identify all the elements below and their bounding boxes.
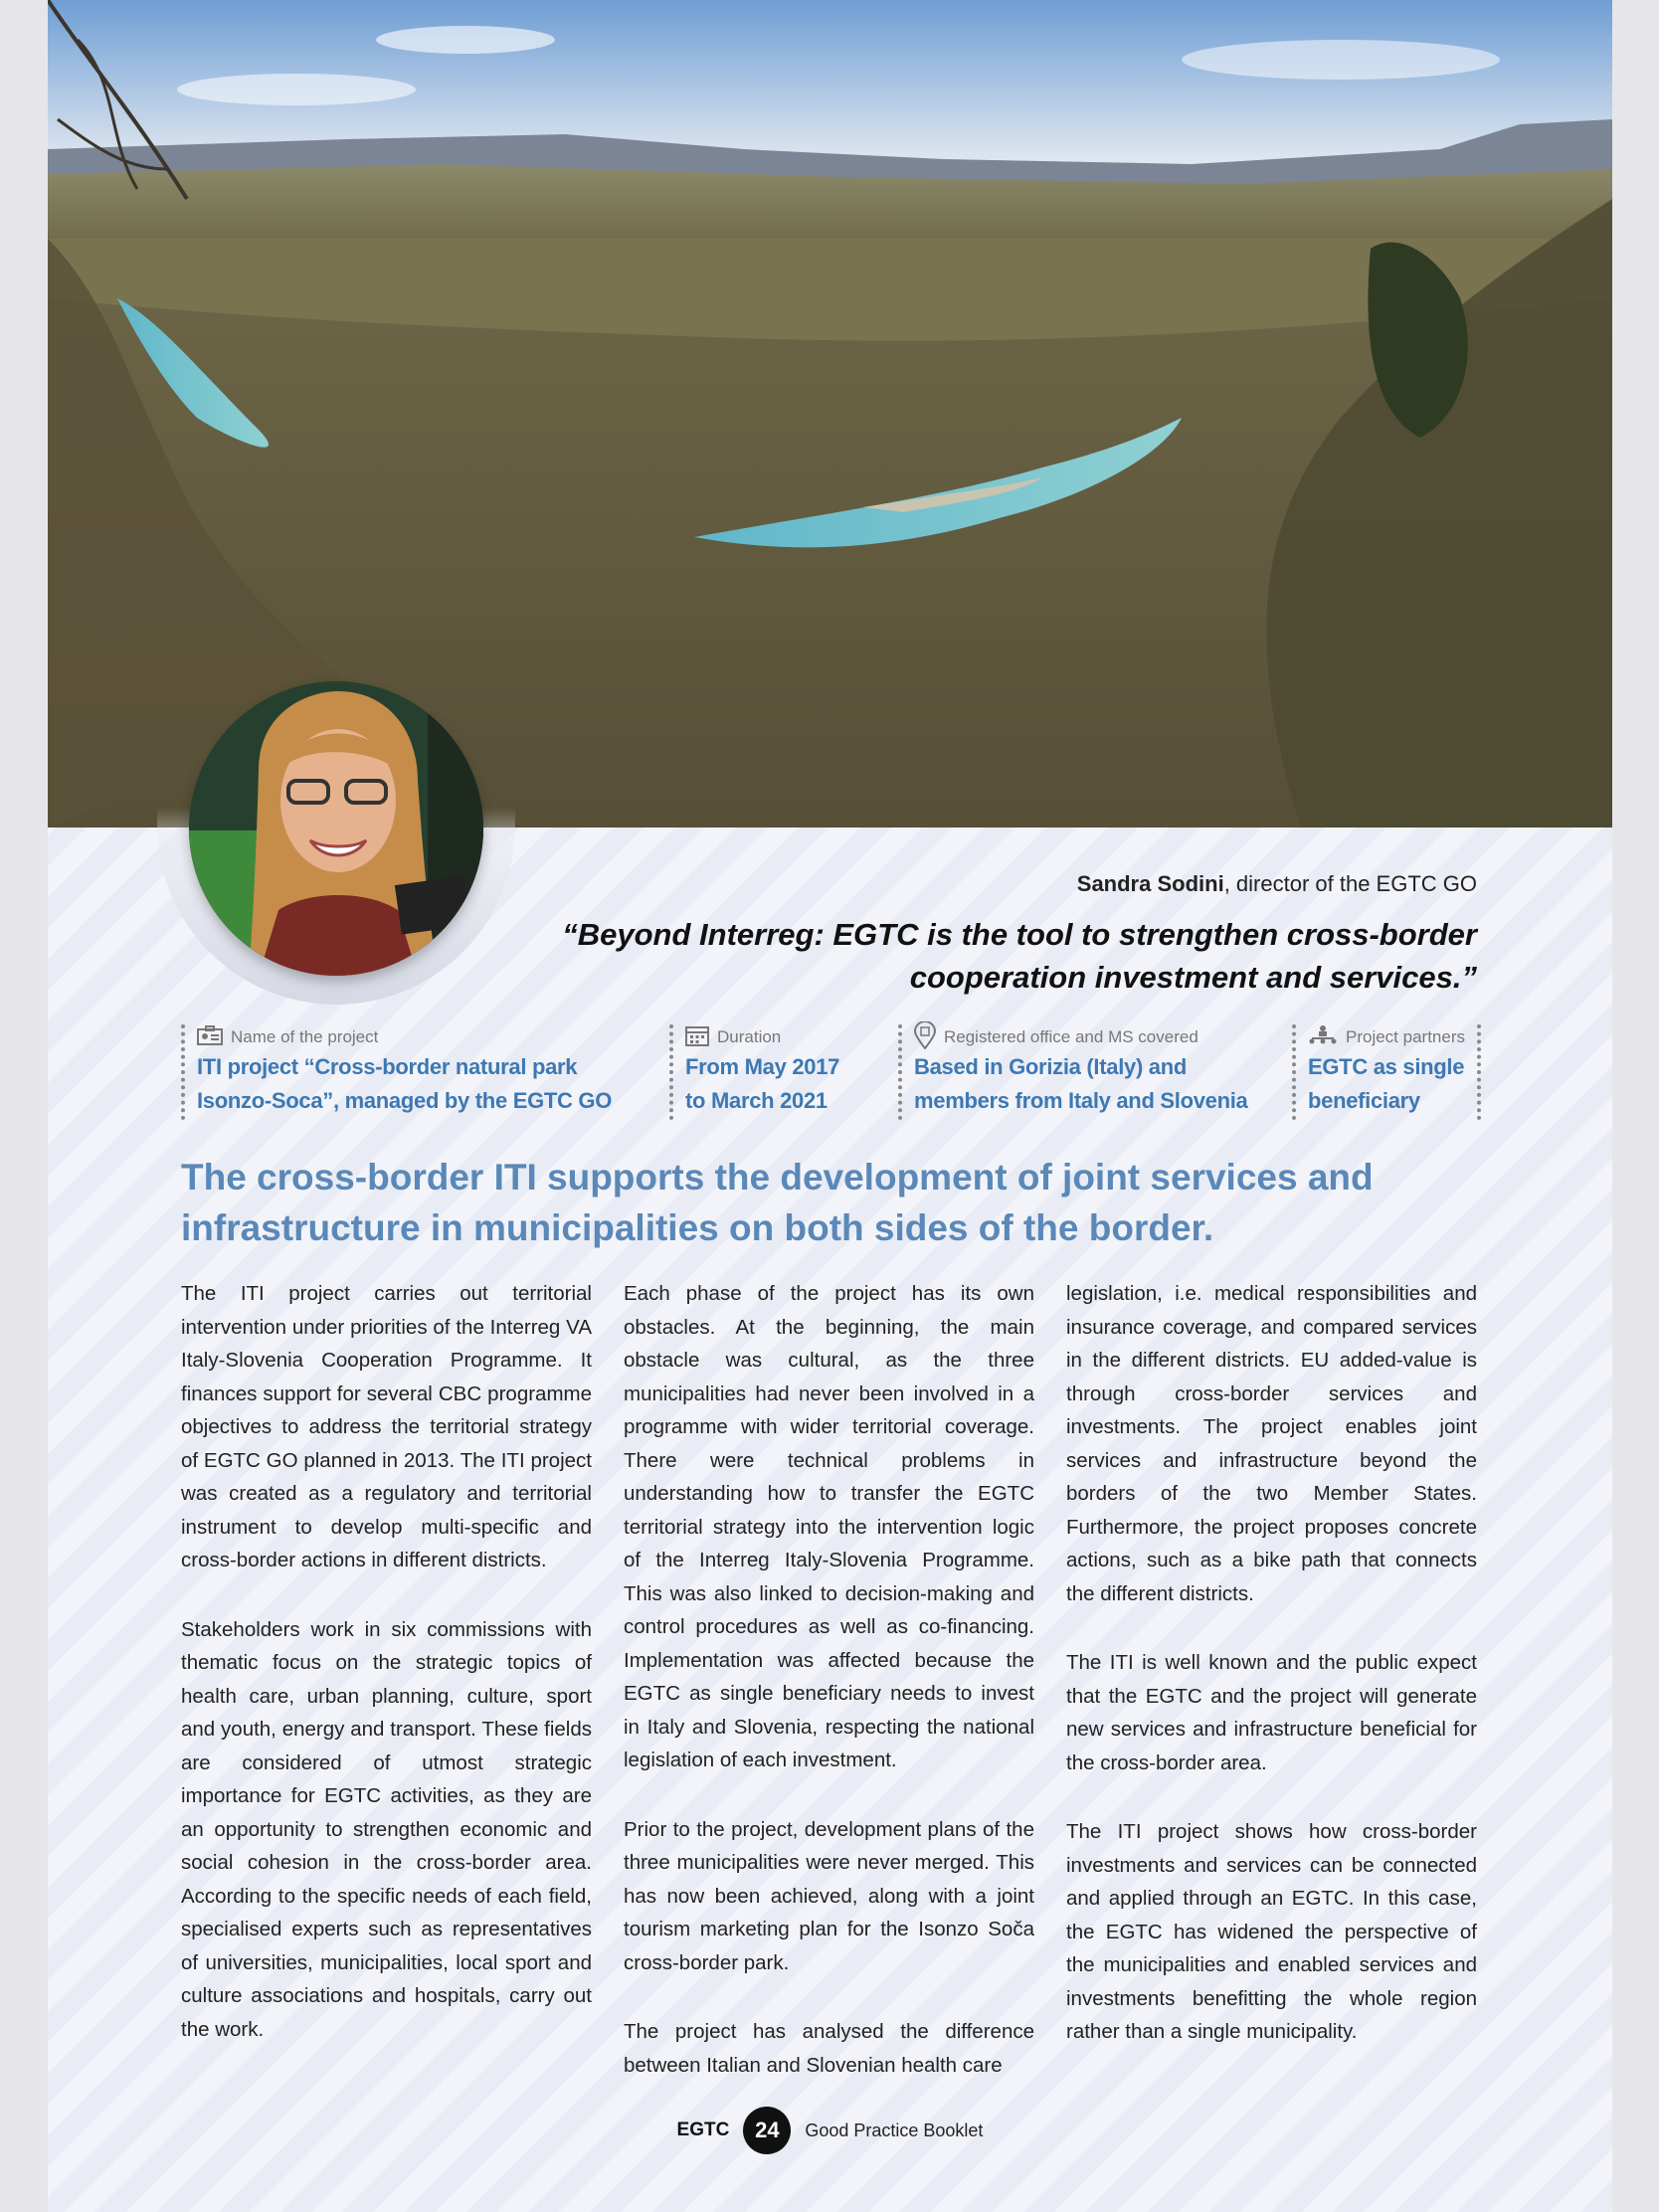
speaker-credit: [1077, 871, 1477, 897]
speaker-name: Sandra Sodini: [1076, 871, 1224, 896]
page-footer: [48, 2107, 1612, 2154]
info-label: Registered office and MS covered: [944, 1027, 1198, 1046]
info-value-line1: Based in Gorizia (Italy) and: [914, 1054, 1187, 1079]
info-value-line1: EGTC as single: [1308, 1054, 1465, 1079]
info-value-line2: Isonzo-Soca”, managed by the EGTC GO: [197, 1088, 613, 1113]
paragraph: Stakeholders work in six commissions with thematic focus on the strategic topics of health care, urban planning, culture, sport and youth, energy and transport. These fields are considered of utmost strategic importance for EGTC activities, as they are an opportunity to strengthen economic and social cohesion in the cross-border area. According to the specific needs of each field, specialised experts such as representatives of universities, municipalities, local sport and culture associations and hospitals, carry out the work.: [181, 1617, 592, 2041]
info-value-line2: to March 2021: [685, 1088, 828, 1113]
paragraph: Prior to the project, development plans of the three municipalities were never merged. This has now been achieved, along with a joint tourism marketing plan for the Isonzo Soča cross-border park.: [624, 1817, 1034, 1974]
speaker-role: , director of the EGTC GO: [1223, 871, 1477, 896]
paragraph: The project has analysed the difference between Italian and Slovenian health care: [624, 2020, 1034, 2077]
body-column-3: [1066, 1277, 1477, 2085]
info-label: Duration: [717, 1027, 782, 1046]
footer-egtc-label: EGTC: [676, 2120, 730, 2140]
info-project-partners: [1292, 1024, 1465, 1120]
location-pin-icon: [914, 1021, 936, 1054]
article-headline: The cross-border ITI supports the development of joint services and infrastructure in municipalities on both sides of the border.: [181, 1157, 1374, 1248]
body-column-2: [624, 1277, 1034, 2118]
info-registered-office: [898, 1024, 1247, 1120]
info-value-line2: members from Italy and Slovenia: [914, 1088, 1248, 1113]
paragraph: The ITI is well known and the public expect that the EGTC and the project will generate new services and infrastructure beneficial for the cross-border area.: [1066, 1651, 1477, 1774]
calendar-icon: [685, 1024, 709, 1051]
paragraph: legislation, i.e. medical responsibilities and insurance coverage, and compared services in the different districts. EU added-value is through cross-border services and investments. The project enables joint services and infrastructure beyond the borders of the two Member States. Furthermore, the project proposes concrete actions, such as a bike path that connects the different districts.: [1066, 1282, 1477, 1605]
paragraph: The ITI project carries out territorial intervention under priorities of the Interreg VA Italy-Slovenia Cooperation Programme. It finances support for several CBC programme objectives to address the territorial strategy of EGTC GO planned in 2013. The ITI project was created as a regulatory and territorial instrument to develop multi-specific and cross-border actions in different districts.: [181, 1282, 592, 1571]
page: [48, 0, 1612, 2212]
info-value-line1: ITI project “Cross-border natural park: [197, 1054, 578, 1079]
paragraph: The ITI project shows how cross-border investments and services can be connected and applied through an EGTC. In this case, the EGTC has widened the perspective of the municipalities and enabled services and investments benefitting the whole region rather than a single municipality.: [1066, 1820, 1477, 2043]
portrait-photo: [189, 681, 483, 976]
pull-quote: “Beyond Interreg: EGTC is the tool to strengthen cross-border cooperation investment and services.”: [562, 917, 1477, 995]
org-chart-icon: [1308, 1024, 1338, 1051]
info-value-line1: From May 2017: [685, 1054, 840, 1079]
paragraph: Each phase of the project has its own obstacles. At the beginning, the main obstacle was cultural, as the three municipalities had never been involved in a programme with wider territorial coverage. There were technical problems in understanding how to transfer the EGTC territorial strategy into the intervention logic of the Interreg Italy-Slovenia Programme. This was also linked to decision-making and control procedures as well as co-financing. Implementation was affected because the EGTC as single beneficiary needs to invest in Italy and Slovenia, respecting the national legislation of each investment.: [624, 1282, 1034, 1771]
body-column-1: [181, 1277, 592, 2082]
id-card-icon: [197, 1025, 223, 1050]
info-label: Name of the project: [231, 1027, 379, 1046]
info-duration: [669, 1024, 839, 1120]
page-number: 24: [743, 2107, 791, 2154]
portrait-illustration: [189, 681, 483, 976]
footer-booklet-title: Good Practice Booklet: [805, 2120, 984, 2140]
info-label: Project partners: [1346, 1027, 1465, 1046]
info-row-divider: [1477, 1024, 1481, 1120]
info-value-line2: beneficiary: [1308, 1088, 1420, 1113]
info-project-name: [181, 1024, 612, 1120]
